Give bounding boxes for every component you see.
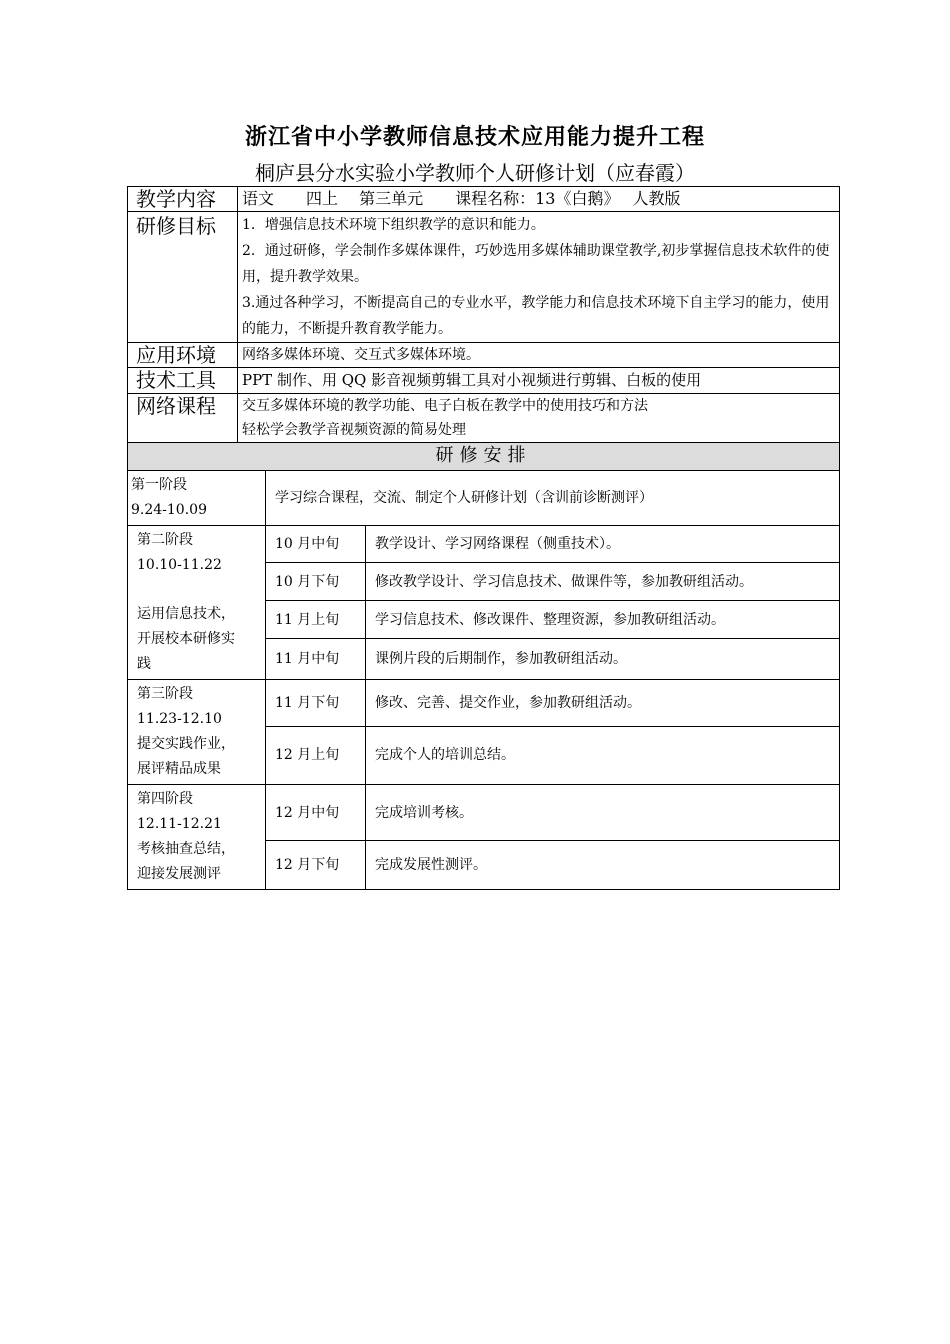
- stage3-dates: 11.23-12.10: [137, 711, 222, 727]
- schedule-task: 完成发展性测评。: [366, 841, 840, 890]
- stage3-cell: [128, 680, 266, 785]
- label-courses: 网络课程: [128, 394, 238, 443]
- document-title: 浙江省中小学教师信息技术应用能力提升工程: [244, 124, 705, 150]
- schedule-time: 11 月中旬: [266, 638, 366, 679]
- schedule-time: 12 月上旬: [266, 726, 366, 784]
- schedule-time: 12 月下旬: [266, 841, 366, 890]
- row-courses: [128, 394, 840, 443]
- label-goals: 研修目标: [128, 212, 238, 343]
- value-goals: [238, 212, 840, 343]
- value-courses: [238, 394, 840, 443]
- row-content: [128, 187, 840, 212]
- label-tools: 技术工具: [128, 368, 238, 394]
- stage4-desc: 考核抽查总结，: [137, 841, 235, 857]
- schedule-time: 10 月下旬: [266, 563, 366, 601]
- value-environment: 网络多媒体环境、交互式多媒体环境。: [238, 343, 840, 368]
- document-subtitle: 桐庐县分水实验小学教师个人研修计划（应春霞）: [255, 161, 695, 185]
- course-item: 轻松学会教学音视频资源的简易处理: [242, 422, 466, 438]
- schedule-task: 完成个人的培训总结。: [366, 726, 840, 784]
- schedule-task: 教学设计、学习网络课程（侧重技术）。: [366, 526, 840, 563]
- row-stage2-1: [128, 526, 840, 563]
- stage4-dates: 12.11-12.21: [137, 816, 222, 832]
- schedule-task: 课例片段的后期制作，参加教研组活动。: [366, 638, 840, 679]
- schedule-time: 11 月上旬: [266, 601, 366, 638]
- stage2-desc: 开展校本研修实: [137, 631, 235, 647]
- stage2-desc: 运用信息技术，: [137, 606, 235, 622]
- plan-table: [127, 186, 840, 890]
- goal-item: 2．通过研修，学会制作多媒体课件，巧妙选用多媒体辅助课堂教学,初步掌握信息技术软件的使用，提升教学效果。: [242, 243, 830, 285]
- row-stage3-1: [128, 680, 840, 727]
- stage4-desc: 迎接发展测评: [137, 866, 221, 882]
- row-stage4-1: [128, 785, 840, 841]
- stage2-dates: 10.10-11.22: [137, 557, 222, 573]
- stage2-name: 第二阶段: [137, 532, 193, 548]
- schedule-time: 10 月中旬: [266, 526, 366, 563]
- schedule-task: 修改教学设计、学习信息技术、做课件等，参加教研组活动。: [366, 563, 840, 601]
- stage3-desc: 展评精品成果: [137, 761, 221, 777]
- schedule-time: 12 月中旬: [266, 785, 366, 841]
- row-schedule-header: [128, 443, 840, 471]
- schedule-time: 11 月下旬: [266, 680, 366, 727]
- stage1-name: 第一阶段: [131, 477, 187, 493]
- goal-item: 3.通过各种学习，不断提高自己的专业水平，教学能力和信息技术环境下自主学习的能力，使用的能力，不断提升教育教学能力。: [242, 295, 830, 337]
- row-tools: [128, 368, 840, 394]
- label-content: 教学内容: [128, 187, 238, 212]
- stage2-cell: [128, 526, 266, 680]
- stage1-dates: 9.24-10.09: [131, 502, 207, 518]
- stage2-desc: 践: [137, 656, 151, 672]
- label-environment: 应用环境: [128, 343, 238, 368]
- value-content: 语文 四上 第三单元 课程名称：13《白鹅》 人教版: [238, 187, 840, 212]
- stage4-cell: [128, 785, 266, 890]
- row-goals: [128, 212, 840, 343]
- stage1-cell: [128, 471, 266, 526]
- value-tools: PPT 制作、用 QQ 影音视频剪辑工具对小视频进行剪辑、白板的使用: [238, 368, 840, 394]
- stage4-name: 第四阶段: [137, 791, 193, 807]
- stage3-name: 第三阶段: [137, 686, 193, 702]
- schedule-task: 修改、完善、提交作业，参加教研组活动。: [366, 680, 840, 727]
- schedule-task: 完成培训考核。: [366, 785, 840, 841]
- stage3-desc: 提交实践作业，: [137, 736, 235, 752]
- row-stage1: [128, 471, 840, 526]
- goal-item: 1．增强信息技术环境下组织教学的意识和能力。: [242, 217, 545, 233]
- stage1-task: 学习综合课程，交流、制定个人研修计划（含训前诊断测评）: [266, 471, 840, 526]
- row-environment: [128, 343, 840, 368]
- schedule-task: 学习信息技术、修改课件、整理资源，参加教研组活动。: [366, 601, 840, 638]
- schedule-header: 研修安排: [128, 443, 840, 471]
- course-item: 交互多媒体环境的教学功能、电子白板在教学中的使用技巧和方法: [242, 398, 648, 414]
